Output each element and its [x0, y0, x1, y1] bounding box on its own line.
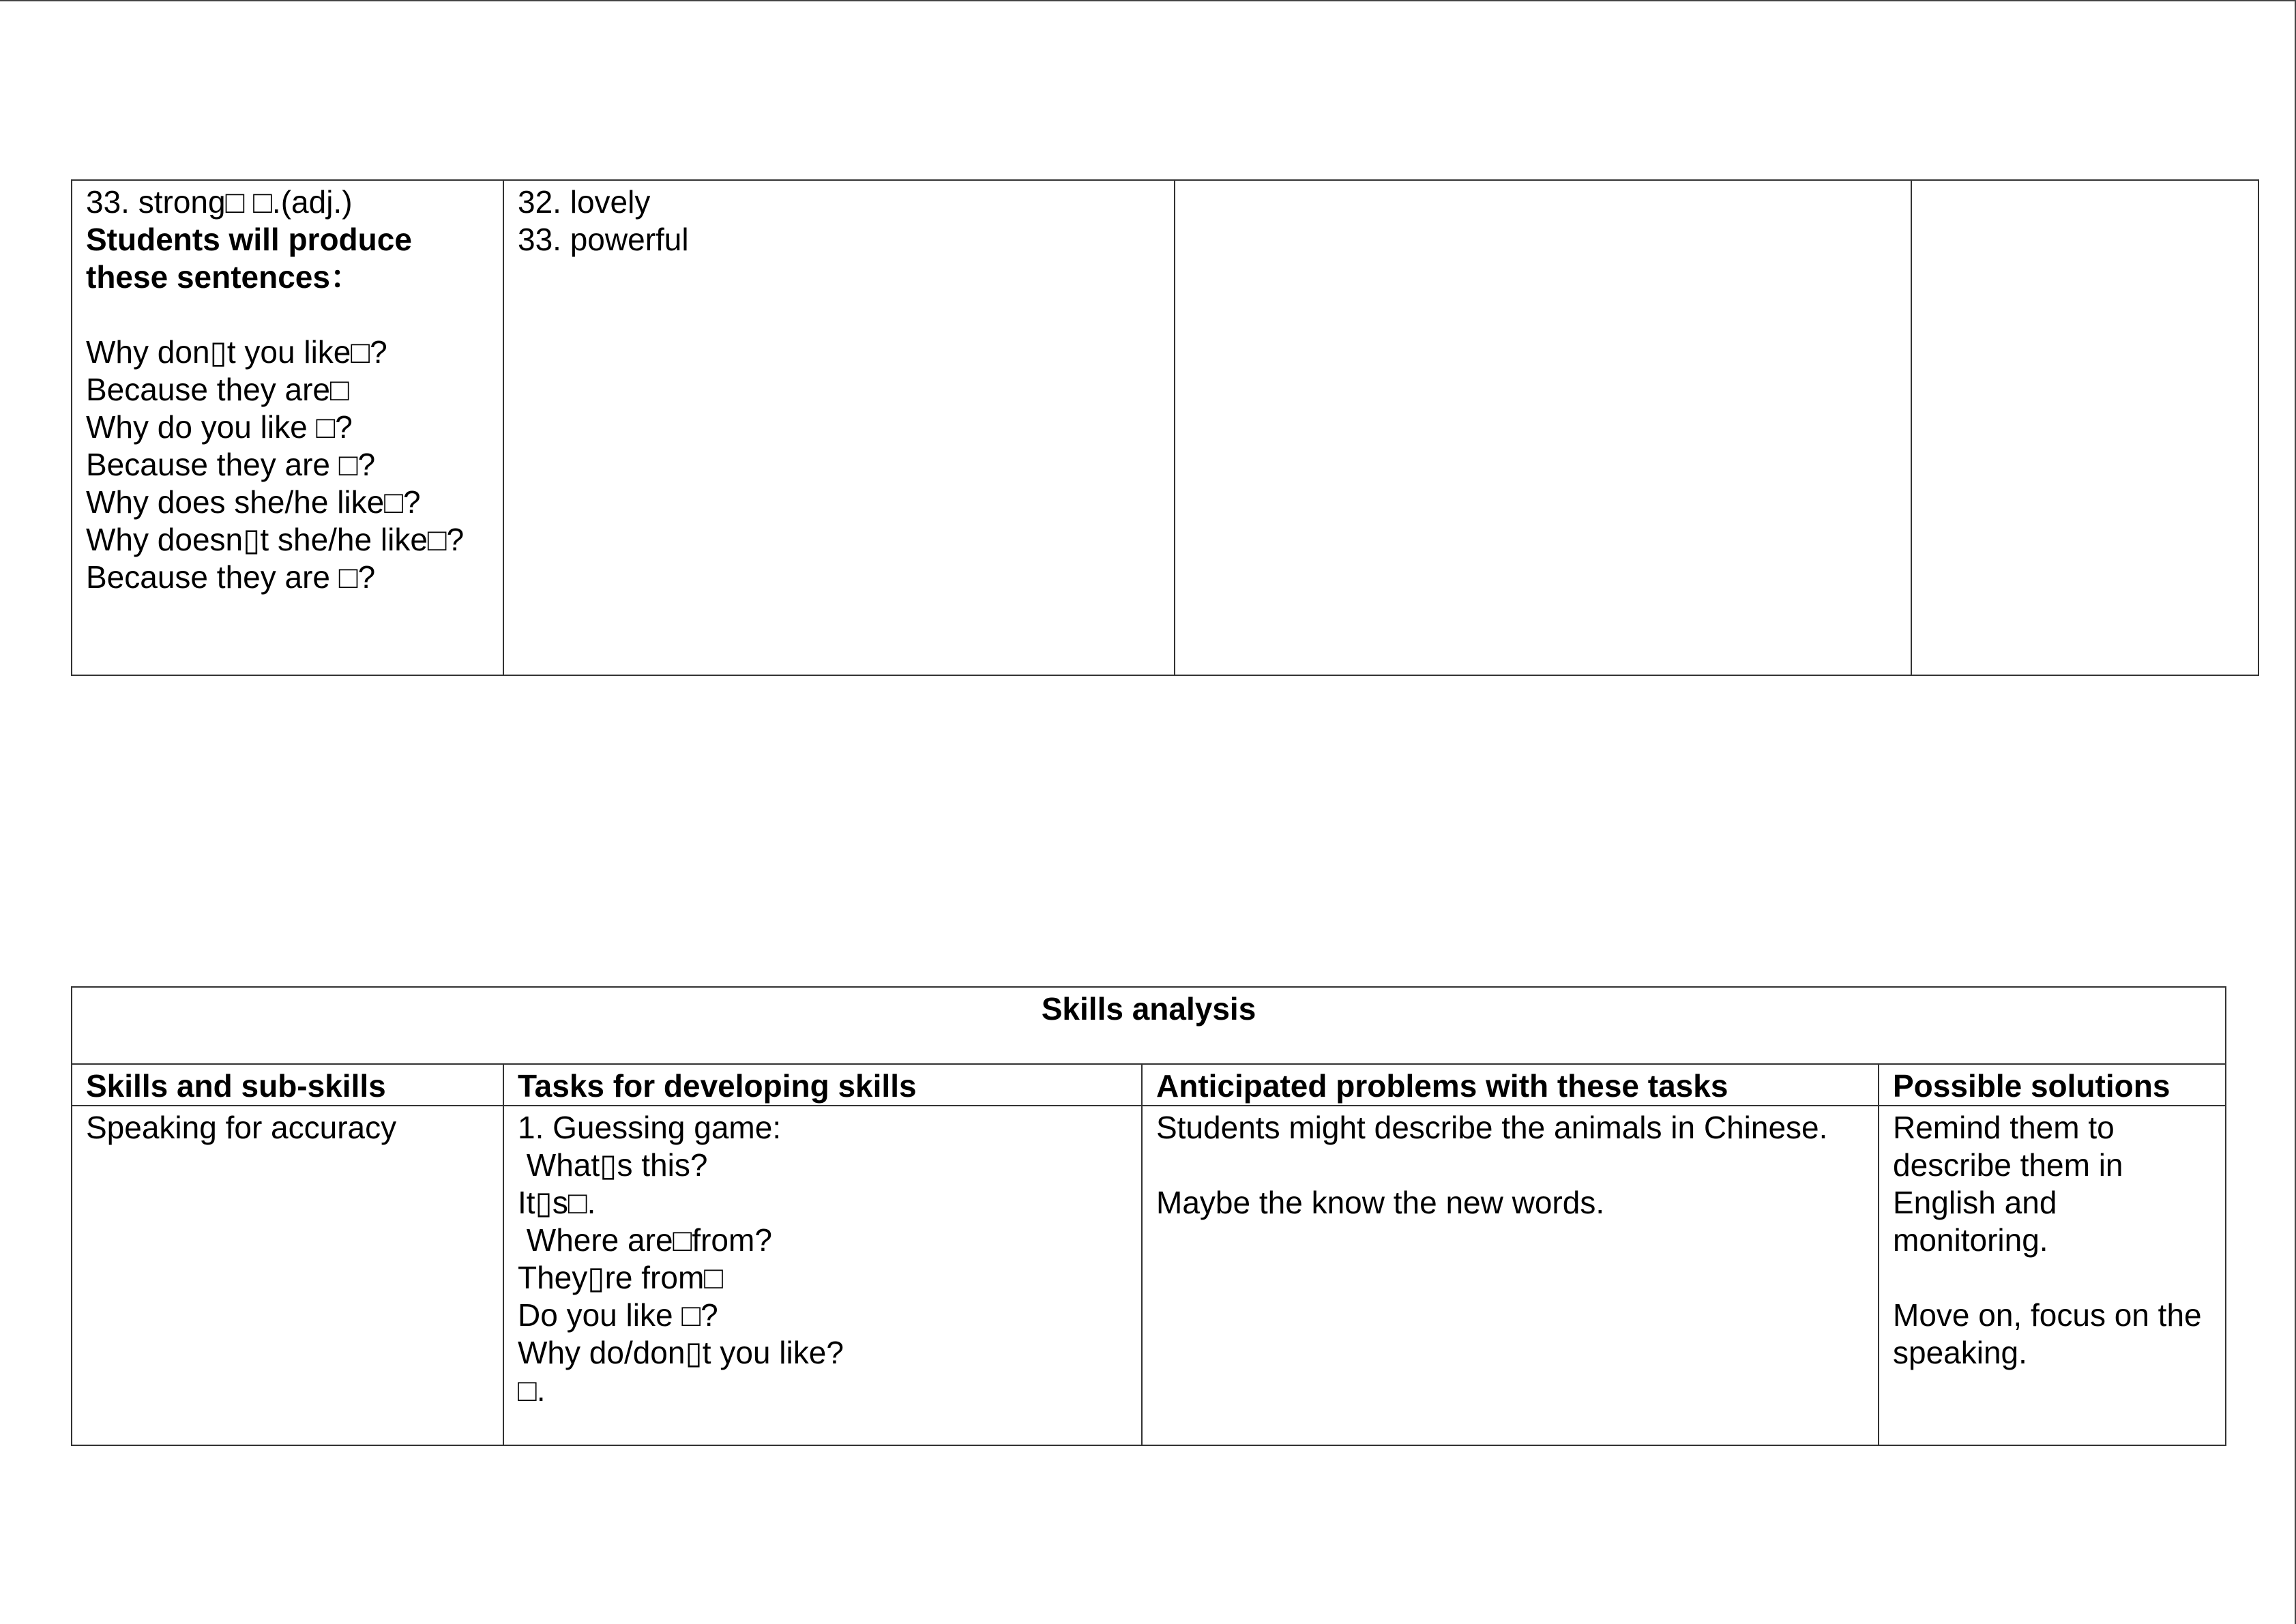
skills-body-row [72, 1106, 2226, 1445]
problem-line: Students might describe the animals in Chinese. [1156, 1110, 1828, 1145]
task-line: They▯re from□ [518, 1260, 724, 1295]
tasks-cell [503, 1106, 1142, 1445]
sentence-line: Because they are□ [86, 372, 349, 407]
task-line: It▯s□. [518, 1185, 596, 1220]
vocab-word: 33. powerful [518, 222, 689, 257]
task-line: Do you like □? [518, 1297, 718, 1333]
sentence-line [86, 296, 489, 334]
solution-line: Remind them to describe them in English and monitoring. [1893, 1110, 2123, 1258]
skills-title-row [72, 987, 2226, 1064]
vocab-line: 33. strong□ □.(adj.) [86, 184, 353, 220]
header-skills: Skills and sub-skills [72, 1064, 503, 1106]
vocab-cell-words [503, 180, 1175, 675]
vocabulary-row [72, 180, 2258, 675]
header-problems: Anticipated problems with these tasks [1142, 1064, 1879, 1106]
skills-analysis-title: Skills analysis [72, 987, 2226, 1064]
page-top-border [0, 0, 2296, 1]
vocab-cell-empty [1175, 180, 1911, 675]
vocab-cell-empty [1911, 180, 2258, 675]
solutions-cell [1879, 1106, 2226, 1445]
vocabulary-table [71, 179, 2259, 676]
sentence-line: Why do you like □? [86, 409, 353, 445]
problem-line [1156, 1147, 1864, 1184]
task-line: Where are□from? [518, 1222, 772, 1258]
solution-line: Move on, focus on the speaking. [1893, 1297, 2202, 1370]
skill-name: Speaking for accuracy [86, 1110, 397, 1145]
header-tasks: Tasks for developing skills [503, 1064, 1142, 1106]
problems-cell [1142, 1106, 1879, 1445]
sentence-line: Because they are □? [86, 447, 376, 482]
vocab-word: 32. lovely [518, 184, 651, 220]
solution-line [1893, 1259, 2211, 1297]
task-line: What▯s this? [518, 1147, 708, 1183]
sentence-line: Why does she/he like□? [86, 484, 421, 520]
sentence-line: Why doesn▯t she/he like□? [86, 522, 465, 557]
skills-header-row [72, 1064, 2226, 1106]
skill-cell [72, 1106, 503, 1445]
task-line: Why do/don▯t you like? [518, 1335, 844, 1370]
vocab-cell-sentences [72, 180, 503, 675]
students-produce-heading: Students will produce these sentences： [86, 222, 412, 295]
task-line: 1. Guessing game: [518, 1110, 782, 1145]
header-solutions: Possible solutions [1879, 1064, 2226, 1106]
task-line: □. [518, 1372, 546, 1408]
sentence-line: Because they are □? [86, 559, 376, 595]
problem-line: Maybe the know the new words. [1156, 1185, 1605, 1220]
sentence-line: Why don▯t you like□? [86, 334, 387, 370]
skills-analysis-table [71, 986, 2226, 1446]
